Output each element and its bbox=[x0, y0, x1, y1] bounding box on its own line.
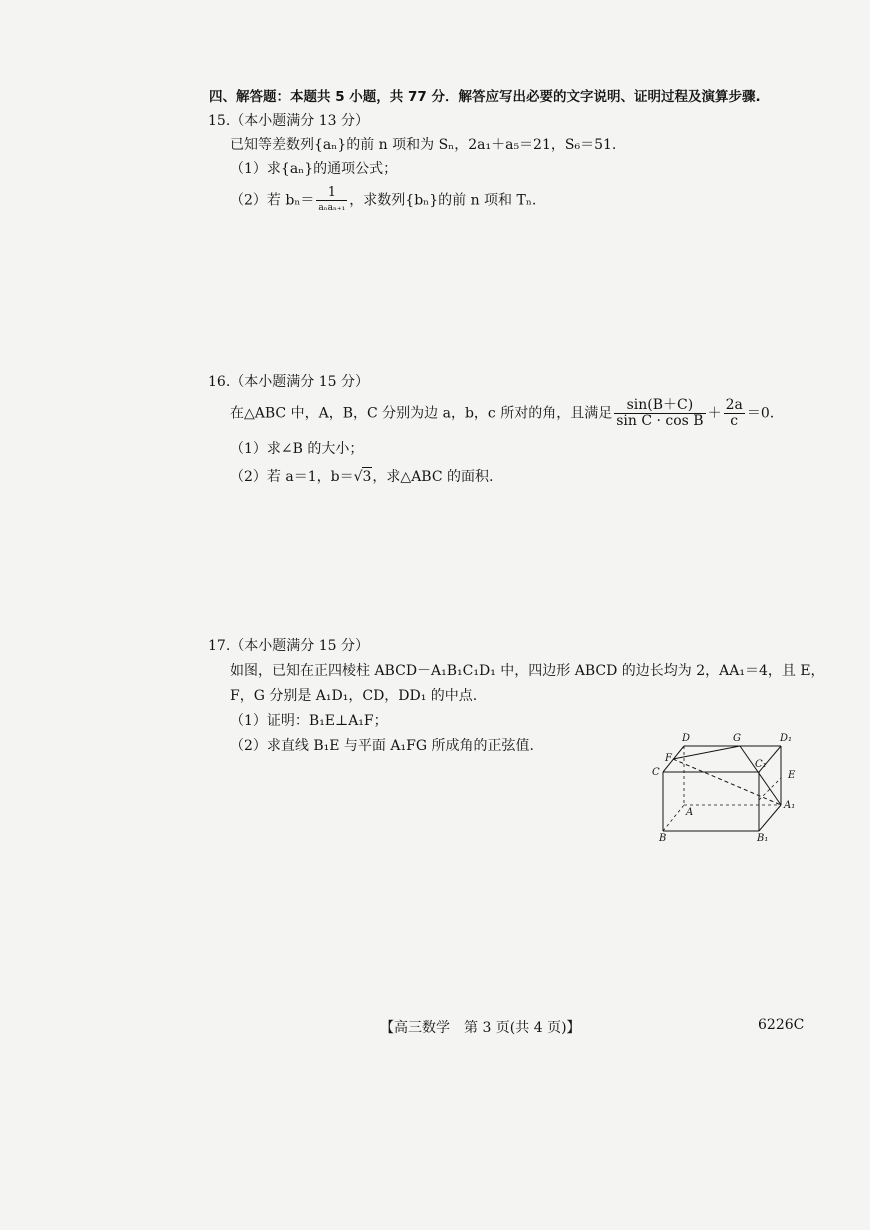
q15-part2-suffix: ，求数列{bₙ}的前 n 项和 Tₙ. bbox=[349, 192, 537, 209]
label-F: F bbox=[665, 753, 672, 764]
q16-fraction-2-denominator: c bbox=[730, 413, 739, 429]
q16-fraction-2-numerator: 2a bbox=[725, 397, 743, 413]
q15-fraction-denominator: aₙaₙ₊₁ bbox=[318, 203, 346, 213]
q17-part1: （1）证明：B₁E⊥A₁F； bbox=[230, 713, 388, 729]
q17-stem-line1: 如图，已知在正四棱柱 ABCD－A₁B₁C₁D₁ 中，四边形 ABCD 的边长均为 2，AA₁＝4，且 E， bbox=[230, 663, 825, 679]
q16-stem-prefix: 在△ABC 中，A，B，C 分别为边 a，b，c 所对的角，且满足 bbox=[230, 405, 613, 422]
q15-fraction bbox=[316, 185, 347, 216]
sqrt-sign: √ bbox=[353, 469, 363, 485]
label-A1: A₁ bbox=[784, 800, 796, 811]
q16-fraction-2 bbox=[724, 398, 745, 429]
prism-figure bbox=[646, 728, 806, 846]
q15-fraction-numerator: 1 bbox=[316, 185, 347, 201]
q16-stem-suffix: ＝0. bbox=[746, 405, 775, 422]
label-G: G bbox=[733, 733, 741, 744]
page-footer: 【高三数学 第 3 页(共 4 页)】 bbox=[380, 1020, 581, 1036]
q16-part2-suffix: ，求△ABC 的面积. bbox=[372, 469, 494, 485]
q16-part2-prefix: （2）若 a＝1，b＝ bbox=[230, 469, 354, 485]
q16-radicand: 3 bbox=[362, 469, 372, 485]
q15-stem: 已知等差数列{aₙ}的前 n 项和为 Sₙ，2a₁＋a₅＝21，S₆＝51. bbox=[230, 137, 617, 153]
q15-part2 bbox=[230, 185, 536, 216]
q17-stem-line2: F，G 分别是 A₁D₁，CD，DD₁ 的中点. bbox=[230, 688, 478, 704]
q15-header: 15.（本小题满分 13 分） bbox=[208, 113, 369, 129]
q15-part2-prefix: （2）若 bₙ＝ bbox=[230, 192, 315, 209]
label-B: B bbox=[659, 833, 667, 844]
edge-B1-A1 bbox=[759, 805, 781, 831]
q16-fraction-1-numerator: sin(B＋C) bbox=[614, 398, 705, 414]
label-D1: D₁ bbox=[780, 733, 793, 744]
q16-part2 bbox=[230, 467, 493, 486]
q16-plus: ＋ bbox=[707, 405, 722, 422]
q16-stem bbox=[230, 398, 774, 429]
q16-part1: （1）求∠B 的大小； bbox=[230, 441, 364, 457]
hidden-edge-B-A bbox=[663, 805, 684, 831]
label-D: D bbox=[682, 733, 691, 744]
q16-fraction-1-denominator: sin C · cos B bbox=[616, 413, 704, 429]
q17-header: 17.（本小题满分 15 分） bbox=[208, 638, 369, 654]
line-G-A1 bbox=[740, 746, 781, 805]
label-C: C bbox=[652, 767, 660, 778]
q16-header: 16.（本小题满分 15 分） bbox=[208, 374, 369, 390]
exam-code: 6226C bbox=[758, 1017, 805, 1033]
label-C1: C₁ bbox=[755, 759, 767, 770]
label-A: A bbox=[686, 807, 694, 818]
label-B1: B₁ bbox=[757, 833, 769, 844]
q16-fraction-1 bbox=[614, 398, 705, 429]
q17-part2: （2）求直线 B₁E 与平面 A₁FG 所成角的正弦值. bbox=[230, 738, 534, 754]
q15-part1: （1）求{aₙ}的通项公式； bbox=[230, 161, 398, 177]
section-heading: 四、解答题：本题共 5 小题，共 77 分．解答应写出必要的文字说明、证明过程及演算步骤. bbox=[209, 89, 761, 105]
label-E: E bbox=[788, 770, 796, 781]
